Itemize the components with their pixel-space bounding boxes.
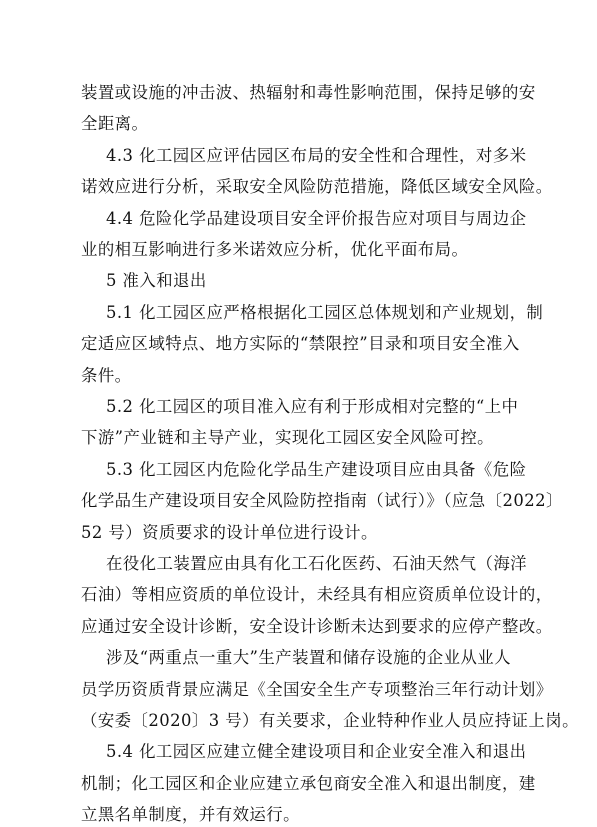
clause-5-2: 5.2 化工园区的项目准入应有利于形成相对完整的“上中 [106,397,519,416]
body-text-line: 立黑名单制度，并有效运行。 [81,805,300,825]
body-text-line: 全距离。 [81,114,149,134]
body-text-line: （安委〔2020〕3 号）有关要求，企业特种作业人员应持证上岗。 [81,711,579,730]
body-text-line: 装置或设施的冲击波、热辐射和毒性影响范围，保持足够的安 [81,83,536,102]
clause-5-3: 5.3 化工园区内危险化学品生产建设项目应由具备《危险 [106,459,527,479]
body-text-line: 员学历资质背景应满足《全国安全生产专项整治三年行动计划》 [81,679,553,699]
body-text-line: 条件。 [81,365,132,385]
clause-4-4: 4.4 危险化学品建设项目安全评价报告应对项目与周边企 [106,208,527,228]
paragraph-two-key-one-major: 涉及“两重点一重大”生产装置和储存设施的企业从业人 [106,648,511,668]
body-text-line: 石油）等相应资质的单位设计，未经具有相应资质单位设计的， [81,585,553,605]
body-text-line: 诺效应进行分析，采取安全风险防范措施，降低区域安全风险。 [81,177,553,197]
clause-4-3: 4.3 化工园区应评估园区布局的安全性和合理性，对多米 [106,145,527,165]
body-text-line: 定适应区域特点、地方实际的“禁限控”目录和项目安全准入 [81,334,520,354]
body-text-line: 业的相互影响进行多米诺效应分析，优化平面布局。 [81,240,469,259]
body-text-line: 机制；化工园区和企业应建立承包商安全准入和退出制度，建 [81,773,536,793]
body-text-line: 52 号）资质要求的设计单位进行设计。 [81,522,378,542]
section-5-heading: 5 准入和退出 [106,271,207,291]
body-text-line: 应通过安全设计诊断，安全设计诊断未达到要求的应停产整改。 [81,616,553,636]
clause-5-4: 5.4 化工园区应建立健全建设项目和企业安全准入和退出 [106,742,527,762]
body-text-line: 化学品生产建设项目安全风险防控指南（试行）》（应急〔2022〕 [81,491,563,511]
paragraph-in-service-units: 在役化工装置应由具有化工石化医药、石油天然气（海洋 [106,554,528,573]
body-text-line: 下游”产业链和主导产业，实现化工园区安全风险可控。 [81,428,495,448]
clause-5-1: 5.1 化工园区应严格根据化工园区总体规划和产业规划，制 [106,302,544,322]
